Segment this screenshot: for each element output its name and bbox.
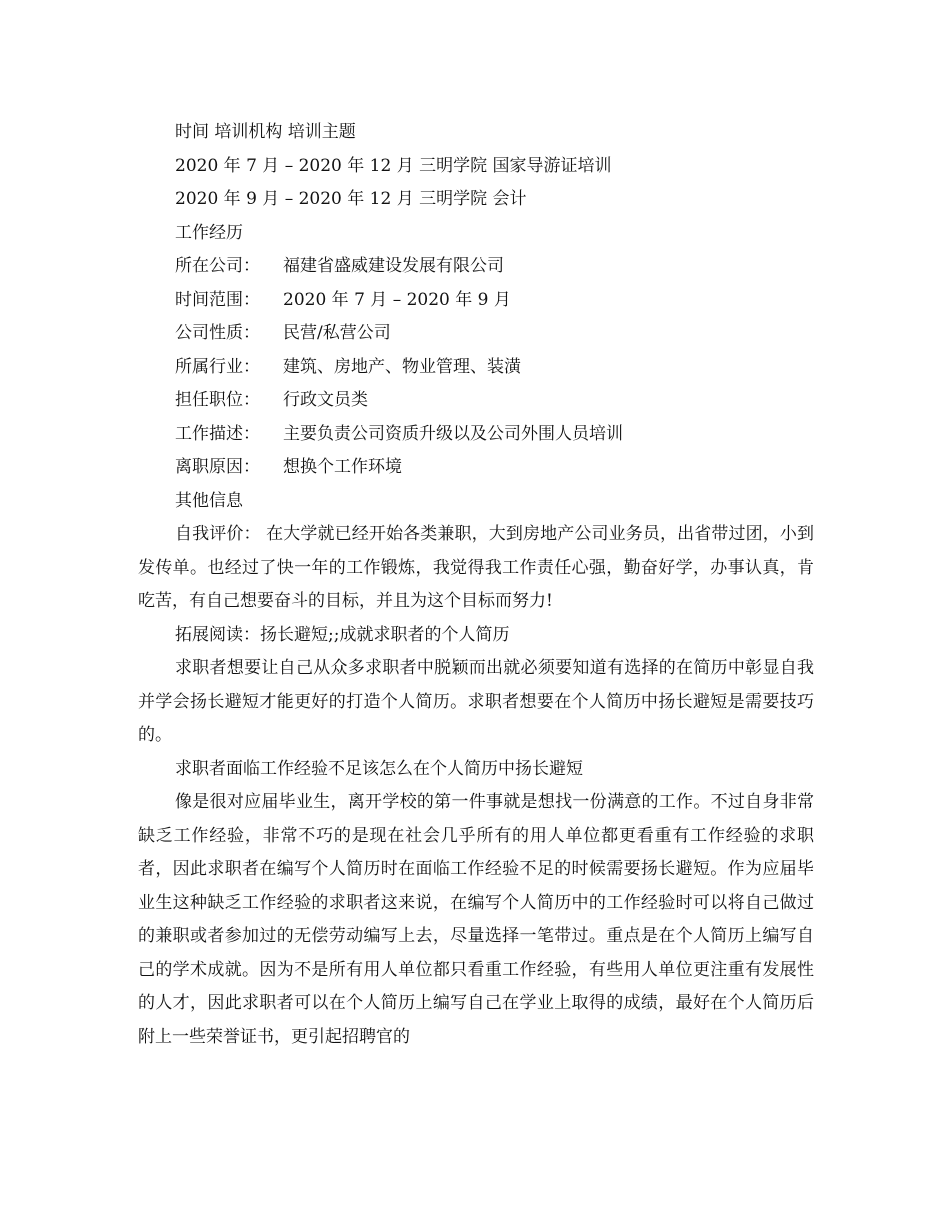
field-value: 想换个工作环境 <box>283 457 402 477</box>
field-value: 2020 年 7 月 – 2020 年 9 月 <box>283 289 511 310</box>
field-value: 民营/私营公司 <box>283 323 391 343</box>
work-section-title: 工作经历 <box>175 222 243 243</box>
extended-reading-title: 拓展阅读：扬长避短;;成就求职者的个人简历 <box>175 624 510 645</box>
work-field-description <box>138 418 814 452</box>
work-field-industry <box>138 351 814 385</box>
other-section-title: 其他信息 <box>175 490 243 511</box>
field-label: 担任职位： <box>175 390 260 410</box>
field-value: 建筑、房地产、物业管理、装潢 <box>283 356 521 377</box>
field-label: 公司性质： <box>175 323 260 343</box>
work-field-company <box>138 250 814 284</box>
field-value: 主要负责公司资质升级以及公司外围人员培训 <box>283 423 623 444</box>
field-label: 离职原因： <box>175 457 260 477</box>
work-field-leave-reason <box>138 451 814 485</box>
work-field-position <box>138 384 814 418</box>
field-value: 行政文员类 <box>283 390 368 410</box>
training-row: 2020 年 9 月 – 2020 年 12 月 三明学院 会计 <box>175 189 527 209</box>
document-body <box>138 116 814 1054</box>
field-label: 所属行业： <box>175 356 260 377</box>
self-evaluation-paragraph: 自我评价： 在大学就已经开始各类兼职，大到房地产公司业务员，出省带过团，小到发传单。也经过了快一年的工作锻炼，我觉得我工作责任心强，勤奋好学，办事认真，肯吃苦，有自己想要奋斗的目标，并且为这个目标而努力! <box>138 524 814 611</box>
training-row: 2020 年 7 月 – 2020 年 12 月 三明学院 国家导游证培训 <box>175 155 612 176</box>
extended-subtitle: 求职者面临工作经验不足该怎么在个人简历中扬长避短 <box>175 758 583 779</box>
extended-paragraph-2: 像是很对应届毕业生，离开学校的第一件事就是想找一份满意的工作。不过自身非常缺乏工作经验，非常不巧的是现在社会几乎所有的用人单位都更看重有工作经验的求职者，因此求职者在编写个人简历时在面临工作经验不足的时候需要扬长避短。作为应届毕业生这种缺乏工作经验的求职者这来说，在编写个人简历中的工作经验时可以将自己做过的兼职或者参加过的无偿劳动编写上去，尽量选择一笔带过。重点是在个人简历上编写自己的学术成就。因为不是所有用人单位都只看重工作经验，有些用人单位更注重有发展性的人才，因此求职者可以在个人简历上编写自己在学业上取得的成绩，最好在个人简历后附上一些荣誉证书，更引起招聘官的 <box>138 792 814 1047</box>
field-label: 工作描述： <box>175 423 260 444</box>
work-field-period <box>138 284 814 318</box>
field-value: 福建省盛威建设发展有限公司 <box>283 256 504 276</box>
field-label: 所在公司： <box>175 256 260 276</box>
training-table-header: 时间 培训机构 培训主题 <box>175 122 356 142</box>
work-field-company-type <box>138 317 814 351</box>
extended-paragraph-1: 求职者想要让自己从众多求职者中脱颖而出就必须要知道有选择的在简历中彰显自我并学会扬长避短才能更好的打造个人简历。求职者想要在个人简历中扬长避短是需要技巧的。 <box>138 658 814 745</box>
field-label: 时间范围： <box>175 289 260 310</box>
